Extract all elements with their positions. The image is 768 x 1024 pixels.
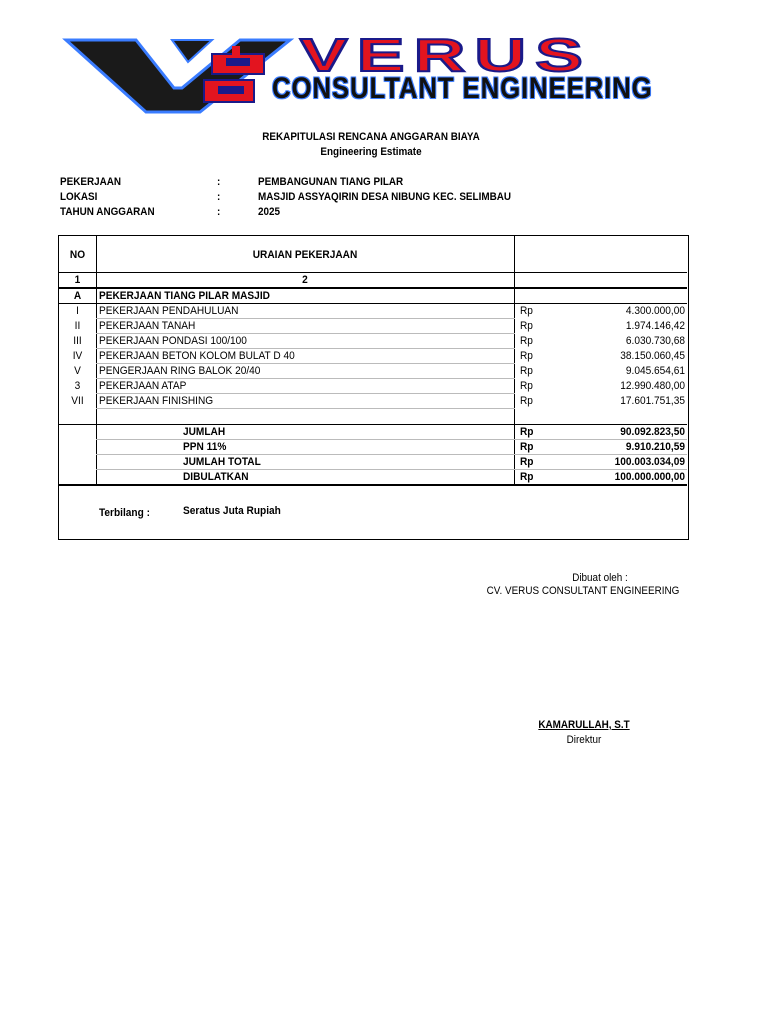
row-currency: Rp [520,350,533,362]
info-label-pekerjaan: PEKERJAAN [60,176,122,188]
row-amount: 9.045.654,61 [625,365,685,377]
row-amount: 1.974.146,42 [625,320,685,332]
column-number-2: 2 [302,274,308,286]
row-desc: PENGERJAAN RING BALOK 20/40 [99,365,261,377]
total-amount-jumlah: 90.092.823,50 [620,426,685,438]
info-label-lokasi: LOKASI [60,191,98,203]
budget-table [58,235,689,540]
terbilang-value: Seratus Juta Rupiah [183,505,281,517]
terbilang-label: Terbilang : [99,507,150,519]
row-desc: PEKERJAAN TANAH [99,320,196,332]
row-no: II [74,320,81,332]
column-number-1: 1 [74,274,81,286]
row-desc: PEKERJAAN PONDASI 100/100 [99,335,247,347]
table-divider [514,236,515,484]
total-currency: Rp [520,456,534,468]
logo-subtitle-text: CONSULTANT ENGINEERING [272,72,653,105]
table-divider [59,484,687,486]
info-label-tahun: TAHUN ANGGARAN [60,206,155,218]
total-amount-ppn: 9.910.210,59 [625,441,685,453]
info-value-tahun: 2025 [258,206,281,218]
row-desc: PEKERJAAN FINISHING [99,395,214,407]
row-no: VII [71,395,84,407]
total-amount-dibulatkan: 100.000.000,00 [614,471,685,483]
company-logo [62,30,668,116]
total-currency: Rp [520,471,534,483]
row-amount: 12.990.480,00 [620,380,685,392]
info-value-pekerjaan: PEMBANGUNAN TIANG PILAR [258,176,404,188]
made-by-label: Dibuat oleh : [572,572,628,584]
info-value-lokasi: MASJID ASSYAQIRIN DESA NIBUNG KEC. SELIMBAU [258,191,512,203]
header-no: NO [69,249,86,261]
table-divider [59,303,687,304]
total-currency: Rp [520,441,534,453]
row-currency: Rp [520,320,533,332]
section-code: A [73,290,82,302]
row-amount: 38.150.060,45 [620,350,685,362]
info-sep: : [217,191,221,203]
signatory-name: KAMARULLAH, S.T [538,719,630,731]
total-label-jumlah: JUMLAH [183,426,226,438]
document-subtitle: Engineering Estimate [320,146,422,158]
section-title: PEKERJAAN TIANG PILAR MASJID [99,290,270,302]
row-currency: Rp [520,365,533,377]
row-desc: PEKERJAAN ATAP [99,380,187,392]
info-sep: : [217,176,221,188]
row-no: 3 [74,380,81,392]
table-divider [96,236,97,484]
total-label-jumlah-total: JUMLAH TOTAL [183,456,261,468]
row-currency: Rp [520,335,533,347]
row-currency: Rp [520,305,533,317]
row-no: III [73,335,82,347]
total-currency: Rp [520,426,534,438]
total-label-dibulatkan: DIBULATKAN [183,471,249,483]
table-divider [59,287,687,289]
row-currency: Rp [520,380,533,392]
row-amount: 17.601.751,35 [620,395,685,407]
row-desc: PEKERJAAN PENDAHULUAN [99,305,239,317]
company-name: CV. VERUS CONSULTANT ENGINEERING [486,585,680,597]
total-label-ppn: PPN 11% [183,441,227,453]
row-currency: Rp [520,395,533,407]
table-divider [59,424,687,425]
row-desc: PEKERJAAN BETON KOLOM BULAT D 40 [99,350,295,362]
info-sep: : [217,206,221,218]
logo-brand-text: VERUS [300,29,593,81]
row-no: I [76,305,79,317]
row-no: V [74,365,81,377]
row-amount: 4.300.000,00 [625,305,685,317]
document-title: REKAPITULASI RENCANA ANGGARAN BIAYA [262,131,480,143]
row-amount: 6.030.730,68 [625,335,685,347]
total-amount-jumlah-total: 100.003.034,09 [614,456,685,468]
header-uraian: URAIAN PEKERJAAN [252,249,358,261]
table-divider [59,272,687,273]
signatory-position: Direktur [566,734,602,746]
row-no: IV [72,350,83,362]
